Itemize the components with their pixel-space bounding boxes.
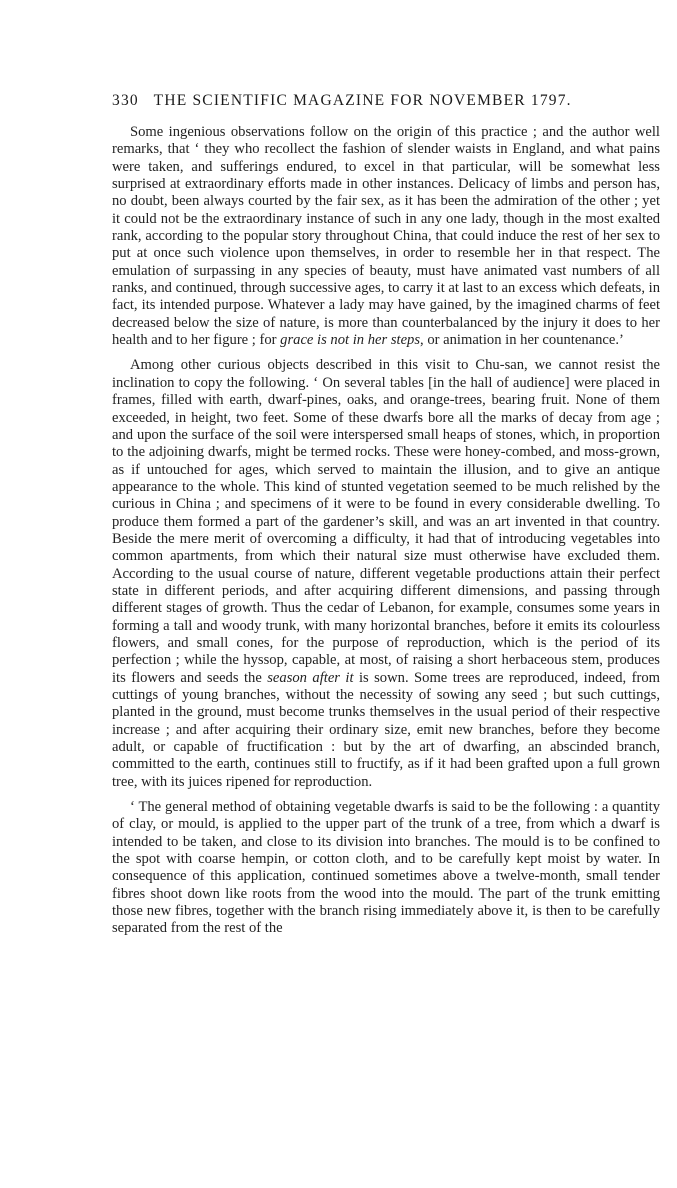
paragraph-1 <box>112 124 660 349</box>
running-header <box>112 92 660 110</box>
page <box>112 92 660 938</box>
running-title: THE SCIENTIFIC MAGAZINE FOR NOVEMBER 1797. <box>153 92 572 109</box>
page-number: 330 <box>112 92 139 109</box>
text-segment: , or animation in her countenance.’ <box>420 332 624 349</box>
text-segment: is sown. Some trees are reproduced, indeed, from cuttings of young branches, without the necessity of sowing any seed ; but such cuttings, planted in the ground, must become trunks themselves in the usual period of their respective increase ; and after acquiring their ordinary size, emit new branches, before they become adult, or capable of fructification : but by the art of dwarfing, an abscinded branch, committed to the earth, continues still to fructify, as if it had been grafted upon a full grown tree, with its juices ripened for reproduction. <box>112 669 661 790</box>
article-body <box>112 124 660 938</box>
text-segment: ‘ The general method of obtaining vegetable dwarfs is said to be the following : a quantity of clay, or mould, is applied to the upper part of the trunk of a tree, from which a dwarf is intended to be taken, and close to its division into branches. The mould is to be confined to the spot with coarse hempin, or cotton cloth, and to be carefully kept moist by water. In consequence of this application, continued sometimes above a twelve-month, small tender fibres shoot down like roots from the wood into the mould. The part of the trunk emitting those new fibres, together with the branch rising immediately above it, is then to be carefully separated from the rest of the <box>112 799 660 937</box>
italic-segment: season after it <box>267 669 354 686</box>
text-segment: Some ingenious observations follow on the origin of this practice ; and the author well remarks, that ‘ they who recollect the fashion of slender waists in England, and what pains were taken, and sufferings endured, to excel in that particular, will be somewhat less surprised at extraordinary efforts made in other instances. Delicacy of limbs and person has, no doubt, been always courted by the fair sex, as it has been the admiration of the other ; yet it could not be the extraordinary instance of such in any one lady, though in the most exalted rank, according to the popular story throughout China, that could induce the rest of her sex to put at once such violence upon themselves, in order to resemble her in that respect. The emulation of surpassing in any species of beauty, must have animated vast numbers of all ranks, and continued, through successive ages, to carry it at last to an excess which defeats, in fact, its intended purpose. Whatever a lady may have gained, by the imagined charms of feet decreased below the size of nature, is more than counterbalanced by the injury it does to her health and to her figure ; for <box>112 124 660 349</box>
paragraph-3 <box>112 799 660 938</box>
text-segment: Among other curious objects described in this visit to Chu-san, we cannot resist the inclination to copy the following. ‘ On several tables [in the hall of audience] were placed in frames, filled with earth, dwarf-pines, oaks, and orange-trees, bearing fruit. None of them exceeded, in height, two feet. Some of these dwarfs bore all the marks of decay from age ; and upon the surface of the soil were interspersed small heaps of stones, which, in proportion to the adjoining dwarfs, might be termed rocks. These were honey-combed, and moss-grown, as if untouched for ages, which served to maintain the illusion, and to give an antique appearance to the whole. This kind of stunted vegetation seemed to be much relished by the curious in China ; and specimens of it were to be found in every considerable dwelling. To produce them formed a part of the gardener’s skill, and was an art invented in that country. Beside the mere merit of overcoming a difficulty, it had that of introducing vegetables into common apartments, from which their natural size must otherwise have excluded them. According to the usual course of nature, different vegetable productions attain their perfect state in different periods, and after acquiring different dimensions, and passing through different stages of growth. Thus the cedar of Lebanon, for example, consumes some years in forming a tall and woody trunk, with many horizontal branches, before it emits its colourless flowers, and small cones, for the purpose of reproduction, which is the period of its perfection ; while the hyssop, capable, at most, of raising a short herbaceous stem, produces its flowers and seeds the <box>112 357 660 686</box>
italic-segment: grace is not in her steps <box>280 332 421 349</box>
paragraph-2 <box>112 357 660 791</box>
